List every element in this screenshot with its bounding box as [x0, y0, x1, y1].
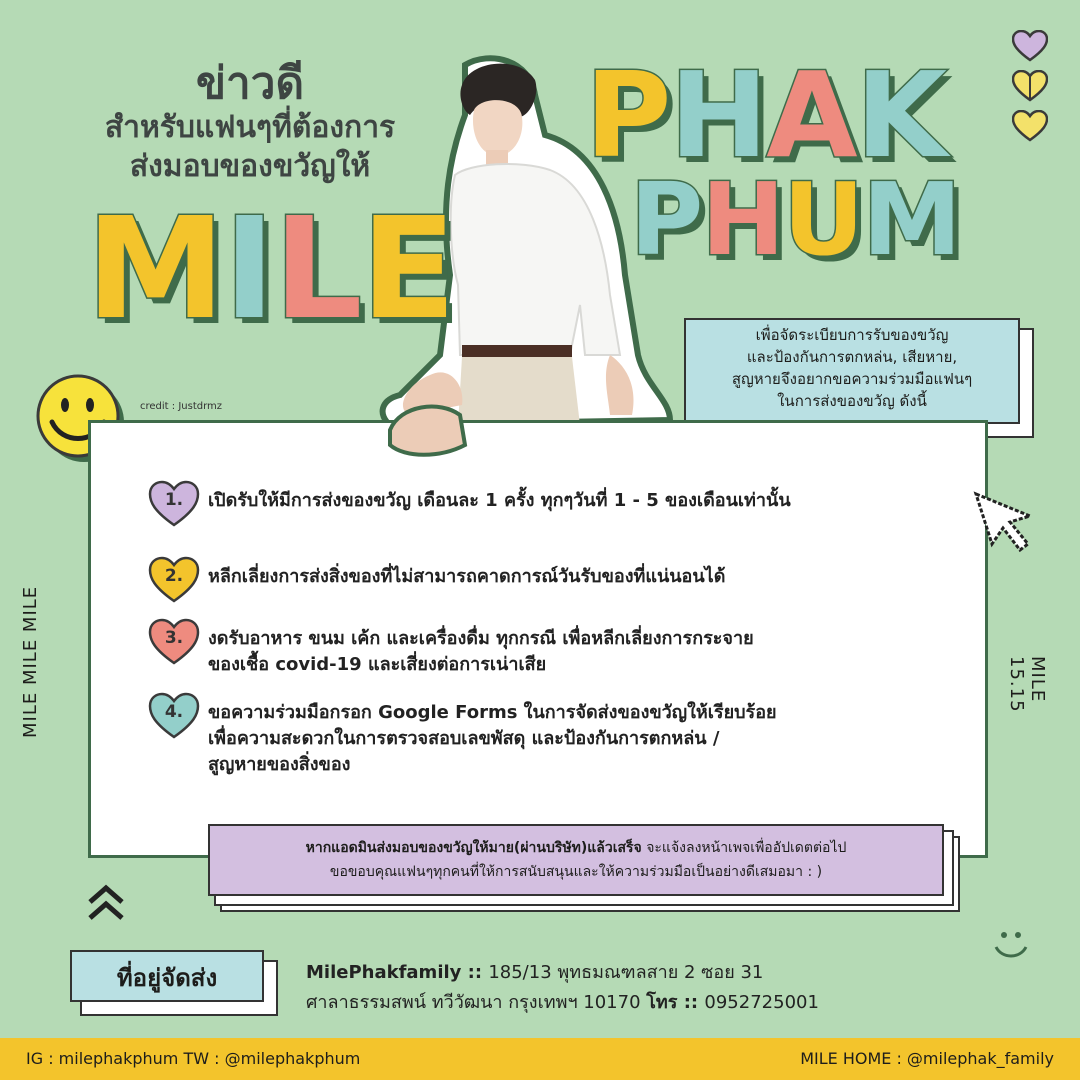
info-line-2: และป้องกันการตกหล่น, เสียหาย,: [746, 348, 958, 366]
title-letter: K: [855, 46, 946, 184]
rule-number: 4.: [164, 702, 184, 722]
title-letter: P: [585, 46, 670, 184]
rule-number-badge: [148, 556, 200, 604]
address-line-2: [306, 988, 819, 1018]
rule-line: ขอความร่วมมือกรอก Google Forms ในการจัดส่งของขวัญให้เรียบร้อย: [208, 702, 777, 723]
phone-label: โทร: [646, 992, 678, 1013]
address-street: 185/13 พุทธมณฑลสาย 2 ซอย 31: [488, 962, 764, 983]
title-letter: M: [862, 161, 960, 278]
title-letter: H: [701, 161, 783, 278]
wink-icon: [990, 925, 1030, 965]
title-letter: H: [669, 46, 767, 184]
headline-line-3: ส่งมอบของขวัญให้: [129, 149, 371, 185]
phone-number: 0952725001: [704, 992, 819, 1013]
title-letter: L: [273, 188, 361, 351]
rule-line: สูญหายของสิ่งของ: [208, 754, 351, 775]
rule-line: หลีกเลี่ยงการส่งสิ่งของที่ไม่สามารถคาดการณ์วันรับของที่แน่นอนได้: [208, 566, 726, 587]
title-letter: P: [630, 161, 702, 278]
info-line-3: สูญหายจึงอยากขอความร่วมมือแฟนๆ: [731, 370, 973, 388]
heart-icon: [1012, 70, 1048, 102]
info-line-4: ในการส่งของขวัญ ดังนี้: [777, 392, 927, 410]
rule-text: [208, 700, 777, 778]
title-phak: [585, 46, 946, 184]
address-block: [306, 958, 819, 1018]
headline-line-1: ข่าวดี: [195, 58, 305, 109]
title-letter: U: [783, 161, 863, 278]
address-district: ศาลาธรรมสพน์ ทวีวัฒนา กรุงเทพฯ 10170: [306, 992, 647, 1013]
rule-text: [208, 564, 725, 590]
title-letter: I: [223, 188, 274, 351]
rule-item-3: [148, 626, 928, 678]
rule-line: เปิดรับให้มีการส่งของขวัญ เดือนละ 1 ครั้ง ทุกๆวันที่ 1 - 5 ของเดือนเท่านั้น: [208, 490, 791, 511]
rule-number: 1.: [164, 490, 184, 510]
rule-number-badge: [148, 692, 200, 740]
rule-item-1: [148, 488, 928, 528]
info-line-1: เพื่อจัดระเบียบการรับของขวัญ: [755, 326, 949, 344]
heart-icon: [1012, 110, 1048, 142]
completion-note: [208, 824, 944, 896]
rule-number: 2.: [164, 566, 184, 586]
title-word-phak: [585, 46, 946, 184]
rule-line: ของเชื้อ covid-19 และเสี่ยงต่อการเน่าเสีย: [208, 654, 547, 675]
hand-overlay: [380, 400, 470, 460]
title-word-phum: [630, 161, 960, 278]
rule-number-badge: [148, 618, 200, 666]
rule-line: งดรับอาหาร ขนม เค้ก และเครื่องดื่ม ทุกกรณี เพื่อหลีกเลี่ยงการกระจาย: [208, 628, 754, 649]
headline-line-2: สำหรับแฟนๆที่ต้องการ: [104, 110, 396, 146]
rule-text: [208, 626, 754, 678]
phone-separator: ::: [677, 992, 705, 1013]
footer-bar: [0, 1038, 1080, 1080]
title-word-mile: [86, 188, 455, 351]
heart-icon: [1012, 30, 1048, 62]
title-phum: [630, 161, 960, 278]
address-line-1: [306, 958, 819, 988]
rule-line: เพื่อความสะดวกในการตรวจสอบเลขพัสดุ และป้องกันการตกหล่น /: [208, 728, 720, 749]
rule-item-4: [148, 700, 928, 778]
title-mile: [86, 188, 455, 351]
rule-number: 3.: [164, 628, 184, 648]
side-text-right: MILE 15.15: [1006, 656, 1048, 713]
rule-text: [208, 488, 791, 514]
info-box: [684, 318, 1020, 424]
note-line-2: ขอขอบคุณแฟนๆทุกคนที่ให้การสนับสนุนและให้ความร่วมมือเป็นอย่างดีเสมอมา : ): [329, 864, 823, 880]
chevron-up-icon: [86, 882, 126, 922]
address-separator: ::: [461, 962, 489, 983]
photo-credit: credit : Justdrmz: [140, 401, 223, 412]
address-button: ที่อยู่จัดส่ง: [70, 950, 264, 1002]
title-letter: A: [766, 46, 856, 184]
address-name: MilePhakfamily: [306, 962, 462, 983]
title-letter: E: [360, 188, 455, 351]
footer-social-right: MILE HOME : @milephak_family: [800, 1049, 1054, 1068]
rule-item-2: [148, 564, 928, 604]
note-line-1: [210, 836, 942, 860]
cursor-icon: [970, 488, 1040, 558]
note-rest: จะแจ้งลงหน้าเพจเพื่ออัปเดตต่อไป: [641, 840, 847, 856]
footer-social-left: IG : milephakphum TW : @milephakphum: [26, 1049, 361, 1068]
rule-number-badge: [148, 480, 200, 528]
side-text-left: MILE MILE MILE: [20, 585, 41, 738]
title-letter: M: [86, 188, 224, 351]
hearts-column: [1012, 30, 1058, 150]
note-bold: หากแอดมินส่งมอบของขวัญให้มาย(ผ่านบริษัท)แล้วเสร็จ: [305, 840, 642, 856]
